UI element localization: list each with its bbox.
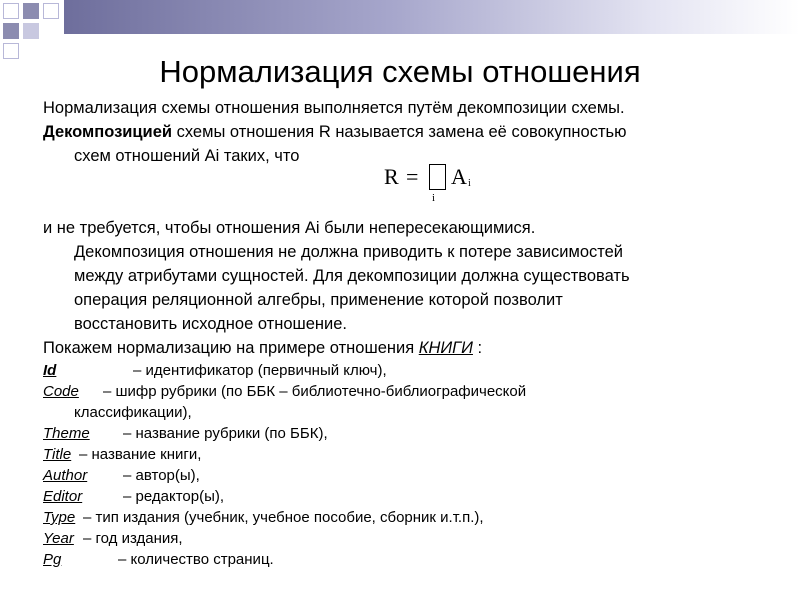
formula-r: R [384,164,399,189]
attr-pg [43,549,783,570]
decomposition-term: Декомпозицией [43,123,173,141]
line-normalization: Нормализация схемы отношения выполняется путём декомпозиции схемы. [43,99,625,117]
corner-square-5 [23,23,39,39]
formula-subscript: i [468,178,471,189]
attr-year [43,528,783,549]
corner-square-2 [23,3,39,19]
attr-name: Type [43,509,76,526]
line-decomp-1: Декомпозиция отношения не должна приводить к потере зависимостей [74,243,624,261]
line-example [43,336,783,360]
attr-name: Code [43,383,79,400]
attr-desc: – название книги, [79,446,202,463]
attr-desc: – автор(ы), [123,467,200,484]
attr-theme [43,423,783,444]
line-decomp-3: операция реляционной алгебры, применение которой позволит [74,291,563,309]
formula-a: A [451,164,467,189]
attr-name: Pg [43,551,62,568]
attr-editor [43,486,783,507]
attr-name: Year [43,530,74,547]
attr-desc: – тип издания (учебник, учебное пособие, сборник и.т.п.), [83,509,484,526]
attribute-list [43,360,783,570]
attr-desc: – редактор(ы), [123,488,225,505]
line-not-required: и не требуется, чтобы отношения Ai были непересекающимися. [43,219,536,237]
relation-name-books: КНИГИ [418,339,473,357]
attr-name: Author [43,467,88,484]
attr-name: Editor [43,488,83,505]
line-decomp-2: между атрибутами сущностей. Для декомпозиции должна существовать [74,267,630,285]
line-decomposition-cont: схем отношений Ai таких, что [74,147,300,165]
corner-square-1 [3,3,19,19]
attr-type [43,507,783,528]
example-prefix: Покажем нормализацию на примере отношения [43,339,419,357]
attr-desc: – количество страниц. [118,551,274,568]
attr-desc: – идентификатор (первичный ключ), [133,362,387,379]
attr-title [43,444,783,465]
corner-square-4 [3,23,19,39]
attr-name: Title [43,446,72,463]
attr-desc: – год издания, [83,530,183,547]
slide-body [43,96,783,570]
formula-equals: = [406,164,419,189]
attr-code-cont: классификации), [74,404,192,421]
attr-code [43,381,783,402]
example-suffix: : [472,339,483,357]
line-decomp-4: восстановить исходное отношение. [74,315,347,333]
decomposition-rest: схемы отношения R называется замена её совокупностью [172,123,627,141]
attr-id [43,360,783,381]
line-decomposition-def [43,120,783,144]
formula-spacer [43,168,783,216]
header-gradient-bar [64,0,800,34]
attr-name: Theme [43,425,90,442]
slide-title: Нормализация схемы отношения [159,54,641,89]
attr-author [43,465,783,486]
formula-index: i [432,192,436,204]
attr-desc: – название рубрики (по ББК), [123,425,328,442]
attr-name: Id [43,362,57,379]
attr-desc: – шифр рубрики (по ББК – библиотечно-библиографической [103,383,527,400]
corner-square-3 [43,3,59,19]
